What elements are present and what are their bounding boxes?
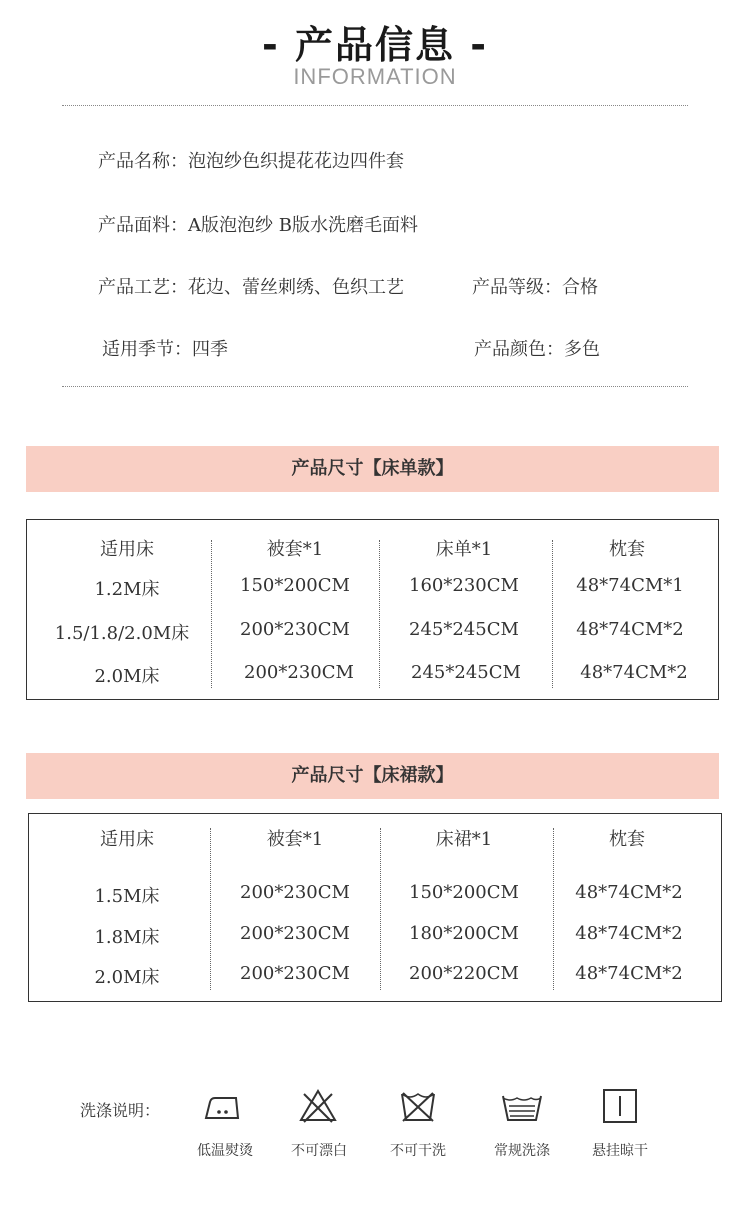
table-cell: 200*220CM: [409, 963, 519, 984]
table-cell: 48*74CM*2: [576, 619, 684, 640]
table-cell: 1.5/1.8/2.0M床: [54, 623, 190, 644]
table1-header-duvet: 被套*1: [266, 539, 324, 560]
table2-title-band: [26, 753, 719, 799]
page-subtitle: INFORMATION: [293, 64, 457, 89]
info-color: 产品颜色：多色: [474, 339, 600, 360]
info-product-fabric: 产品面料：A版泡泡纱 B版水洗磨毛面料: [98, 215, 418, 236]
table1-header-pillow: 枕套: [609, 539, 645, 560]
table-cell: 48*74CM*2: [575, 963, 683, 984]
info-product-grade: 产品等级：合格: [472, 277, 598, 298]
size-table-skirt: [28, 813, 722, 1002]
info-product-name: 产品名称：泡泡纱色织提花花边四件套: [98, 151, 404, 172]
care-item-bleach-label: 不可漂白: [291, 1143, 347, 1159]
table-cell: 200*230CM: [240, 963, 350, 984]
table-cell: 245*245CM: [409, 619, 519, 640]
normal-wash-icon: [500, 1090, 544, 1124]
table2-header-pillow: 枕套: [609, 829, 645, 850]
table1-header-sheet: 床单*1: [435, 539, 493, 560]
table2-title: 产品尺寸【床裙款】: [291, 765, 454, 786]
care-item-dryclean-label: 不可干洗: [390, 1143, 446, 1159]
table-cell: 48*74CM*1: [576, 575, 684, 596]
table2-header-duvet: 被套*1: [266, 829, 324, 850]
table-cell: 245*245CM: [411, 662, 521, 683]
table-cell: 2.0M床: [94, 666, 160, 687]
hang-dry-icon: [602, 1088, 638, 1124]
table2-header-skirt: 床裙*1: [435, 829, 493, 850]
care-item-hangdry-label: 悬挂晾干: [592, 1143, 648, 1159]
care-item-wash-label: 常规洗涤: [494, 1143, 550, 1159]
table-cell: 1.8M床: [94, 927, 160, 948]
size-table-sheet: [26, 519, 719, 700]
table-cell: 1.5M床: [94, 886, 160, 907]
table-cell: 200*230CM: [240, 923, 350, 944]
divider-bottom: [62, 386, 688, 387]
table-cell: 160*230CM: [409, 575, 519, 596]
table-cell: 200*230CM: [244, 662, 354, 683]
table-cell: 150*200CM: [240, 575, 350, 596]
no-dry-clean-icon: [398, 1088, 438, 1124]
iron-low-temp-icon: [202, 1090, 242, 1124]
info-season: 适用季节：四季: [102, 339, 228, 360]
table-cell: 180*200CM: [409, 923, 519, 944]
table1-title-band: [26, 446, 719, 492]
table-cell: 200*230CM: [240, 882, 350, 903]
table-cell: 2.0M床: [94, 967, 160, 988]
table-cell: 150*200CM: [409, 882, 519, 903]
page-title: - 产品信息 -: [261, 23, 488, 67]
info-product-craft: 产品工艺：花边、蕾丝刺绣、色织工艺: [98, 277, 404, 298]
care-item-iron-label: 低温熨烫: [197, 1143, 253, 1159]
table1-header-bed: 适用床: [100, 539, 154, 560]
divider-top: [62, 105, 688, 106]
table1-title: 产品尺寸【床单款】: [291, 458, 454, 479]
table-cell: 1.2M床: [94, 579, 160, 600]
table-cell: 48*74CM*2: [575, 923, 683, 944]
table-cell: 48*74CM*2: [580, 662, 688, 683]
no-bleach-icon: [298, 1088, 338, 1124]
table2-header-bed: 适用床: [100, 829, 154, 850]
table-cell: 48*74CM*2: [575, 882, 683, 903]
table-cell: 200*230CM: [240, 619, 350, 640]
care-label: 洗涤说明：: [80, 1101, 161, 1120]
